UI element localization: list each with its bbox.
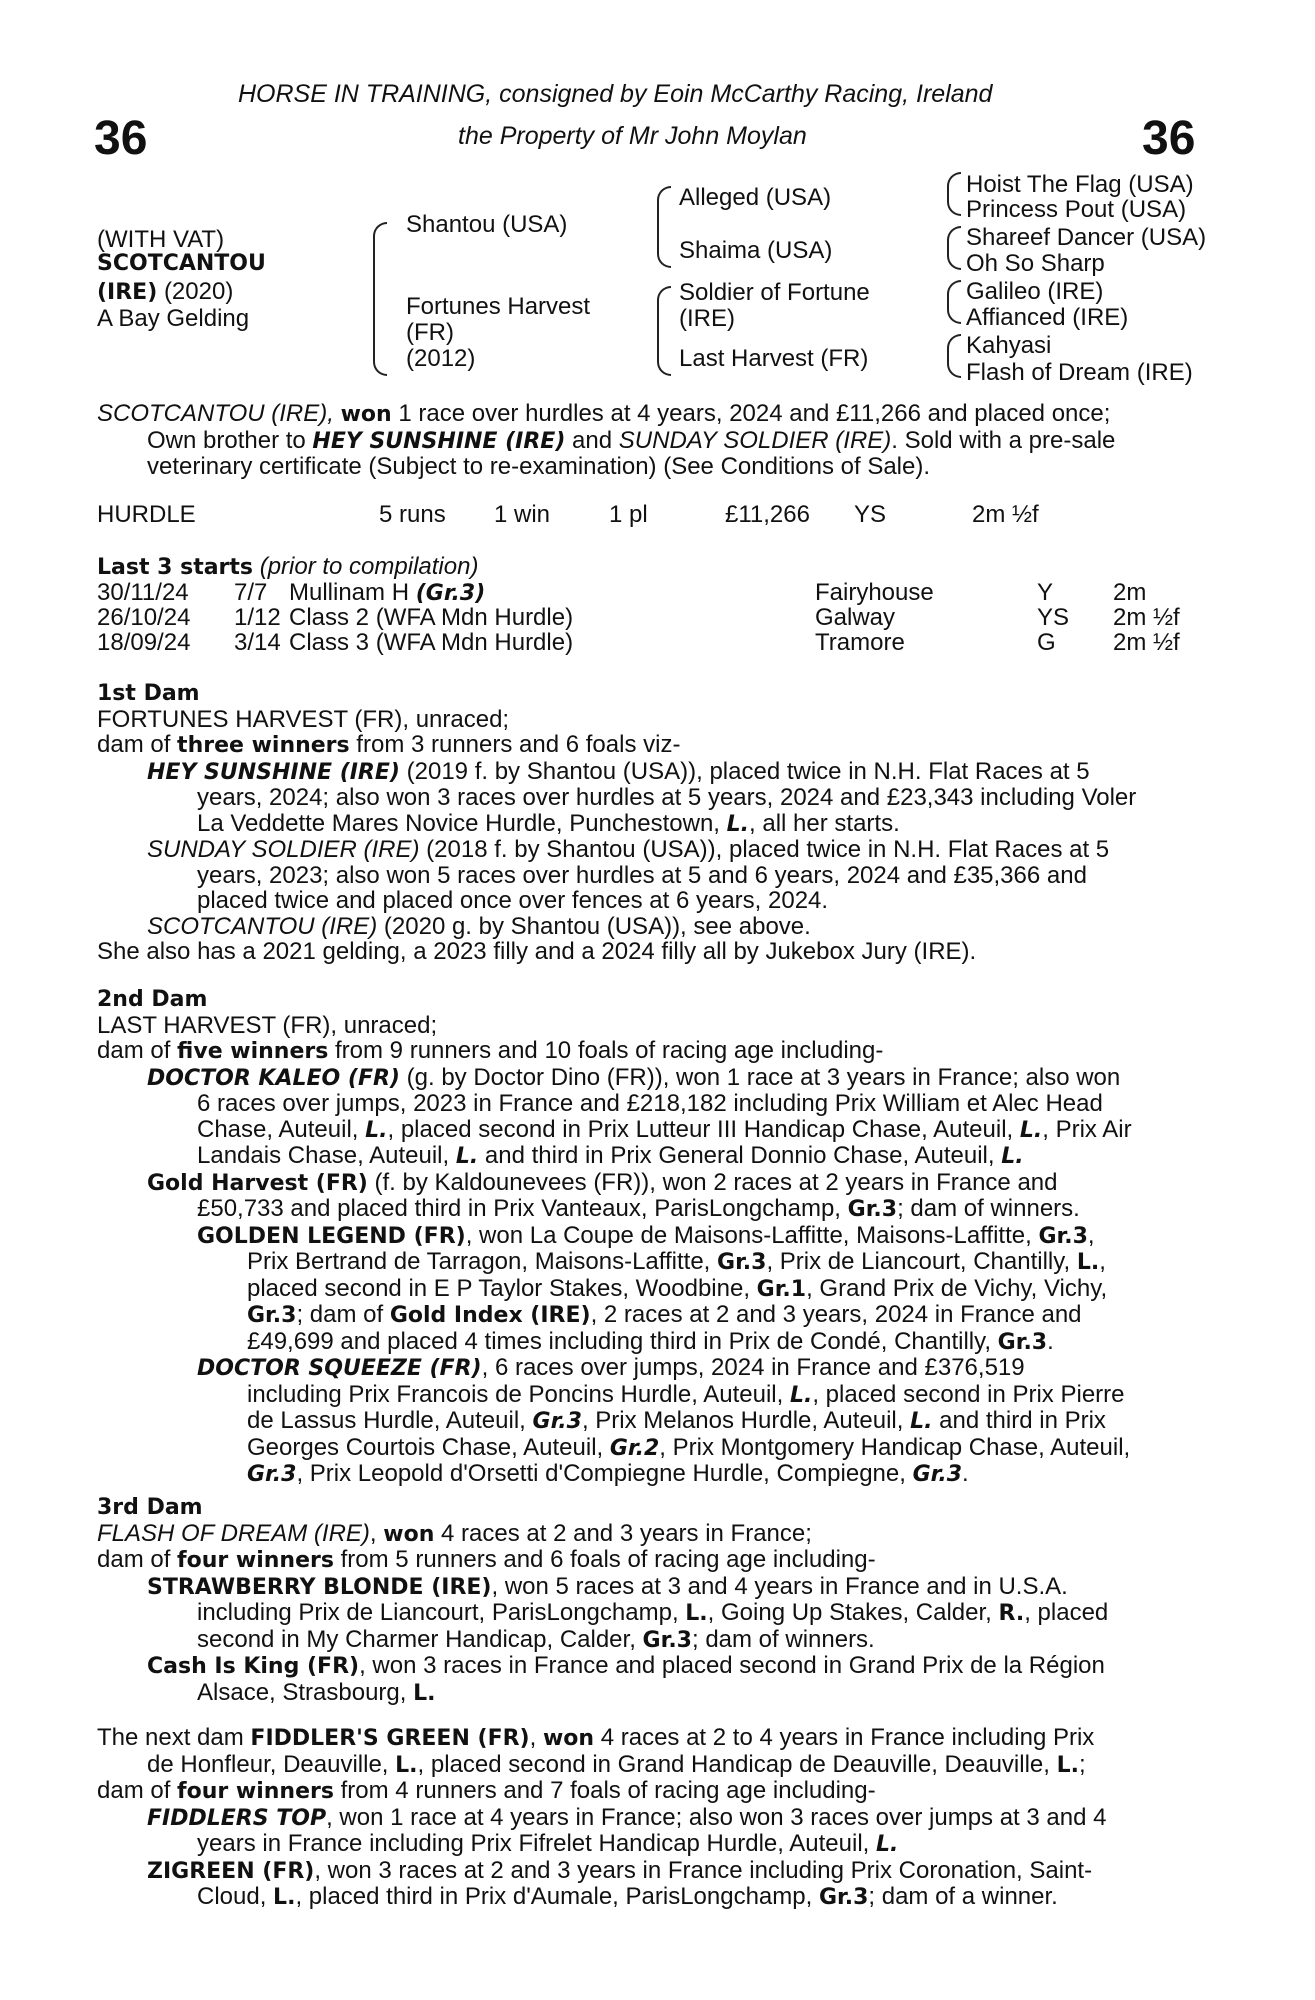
gl-l5a: £49,699 and placed 4 times including third in Prix de Condé, Chantilly, <box>247 1327 998 1355</box>
gl-l4d: , 2 races at 2 and 3 years, 2024 in France and <box>590 1301 1082 1328</box>
nd-won: won <box>542 1726 595 1751</box>
dam3-won: won <box>383 1521 435 1547</box>
pedigree-g-sdd: Oh So Sharp <box>966 250 1105 277</box>
start-date: 30/11/24 <box>97 579 189 606</box>
ds-line3 <box>247 1408 1207 1435</box>
dam1-produce3-name: SCOTCANTOU (IRE) <box>147 912 378 940</box>
dam3-l1d: 4 races at 2 and 3 years in France; <box>434 1519 812 1547</box>
nd-l2c: , placed second in Grand Handicap de Deauville, Deauville, <box>417 1750 1057 1778</box>
start-pos: 7/7 <box>234 579 268 606</box>
sb-line3 <box>197 1627 1207 1654</box>
sb-line2 <box>197 1600 1207 1627</box>
dam1-produce2-line3: placed twice and placed once over fences at 6 years, 2024. <box>197 887 829 914</box>
nd-l3a: dam of <box>97 1777 178 1804</box>
record-wins: 1 win <box>494 501 551 528</box>
pedigree-brace-dam <box>657 286 671 376</box>
sb-l2d: R. <box>998 1601 1025 1626</box>
ds-l3d: L. <box>910 1409 933 1434</box>
dam2-winners: five winners <box>177 1039 329 1064</box>
ck-l2a: Alsace, Strasbourg, <box>197 1678 414 1706</box>
pedigree-g-ssd: Princess Pout (USA) <box>966 196 1187 223</box>
next-dam-line1 <box>97 1725 1207 1752</box>
zg-line1 <box>147 1858 1207 1885</box>
gl-l3a: placed second in E P Taylor Stakes, Woodbine, <box>247 1274 757 1302</box>
summary-line1 <box>97 401 1207 428</box>
next-dam-section <box>97 1725 1207 1911</box>
zg-line2 <box>197 1884 1207 1911</box>
summary-line2 <box>147 428 1207 455</box>
ds-l4b: Gr.2 <box>609 1435 660 1461</box>
pedigree-dam-sire-line2: (IRE) <box>679 305 735 332</box>
dk-l4d: L. <box>1001 1144 1024 1169</box>
pedigree-g-dds: Kahyasi <box>966 332 1052 359</box>
record-runs: 5 runs <box>379 501 446 528</box>
zg-l2c: , placed third in Prix d'Aumale, ParisLongchamp, <box>295 1883 819 1910</box>
sb-l2b: L. <box>685 1601 708 1626</box>
start-race: Class 2 (WFA Mdn Hurdle) <box>289 604 574 631</box>
nd-winners: four winners <box>177 1779 334 1804</box>
start-going: G <box>1037 629 1056 656</box>
gl-l4b: ; dam of <box>296 1301 390 1328</box>
pedigree-g-sss: Hoist The Flag (USA) <box>966 171 1194 198</box>
pedigree-g-sds: Shareef Dancer (USA) <box>966 224 1207 251</box>
dk-l3d: L. <box>1019 1117 1043 1143</box>
horse-description: A Bay Gelding <box>97 305 250 332</box>
pedigree-g-dss: Galileo (IRE) <box>966 278 1104 305</box>
summary-l2-a: Own brother to <box>147 426 313 454</box>
nd-l1e: 4 races at 2 to 4 years in France including Prix <box>594 1724 1095 1751</box>
ds-l2b: L. <box>789 1382 813 1408</box>
dam1-line2 <box>97 732 1207 759</box>
summary-won: won <box>340 402 392 427</box>
ds-l3b: Gr.3 <box>532 1409 582 1434</box>
gl-line5 <box>247 1329 1207 1356</box>
start-course: Fairyhouse <box>815 579 934 606</box>
gl-l2d: L. <box>1076 1250 1100 1275</box>
dam1-l2-c: from 3 runners and 6 foals viz- <box>349 731 681 758</box>
next-dam-line3 <box>97 1778 1207 1805</box>
dk-l1: (g. by Doctor Dino (FR)), won 1 race at 3 years in France; also won <box>399 1063 1121 1091</box>
gl-line1 <box>197 1223 1207 1250</box>
ds-l4a: Georges Courtois Chase, Auteuil, <box>247 1433 610 1461</box>
start-going: YS <box>1037 604 1070 631</box>
ft-l2a: years in France including Prix Fifrelet Handicap Hurdle, Auteuil, <box>197 1830 876 1857</box>
dam1-section <box>97 681 1207 965</box>
gl-l3b: Gr.1 <box>756 1276 807 1302</box>
record-type: HURDLE <box>97 501 196 528</box>
pedigree-sire-dam: Shaima (USA) <box>679 237 833 264</box>
dk-name: DOCTOR KALEO (FR) <box>147 1065 400 1091</box>
dam1-produce3-line1 <box>147 914 1207 940</box>
start-row <box>97 580 1217 606</box>
ds-l2a: including Prix Francois de Poncins Hurdle, Auteuil, <box>247 1380 790 1408</box>
sb-l3b: Gr.3 <box>642 1627 692 1653</box>
dam1-a1-l3a: La Veddette Mares Novice Hurdle, Punchestown, <box>197 809 727 837</box>
gh-line1 <box>147 1170 1207 1197</box>
gl-l1b: Gr.3 <box>1038 1223 1088 1249</box>
gh-name: Gold Harvest (FR) <box>147 1170 368 1196</box>
ds-line4 <box>247 1435 1207 1462</box>
zg-l2b: L. <box>273 1885 296 1910</box>
start-grade: (Gr.3) <box>415 581 486 606</box>
dk-l4b: L. <box>455 1144 479 1169</box>
nd-l2a: de Honfleur, Deauville, <box>147 1750 396 1778</box>
dam3-name: FLASH OF DREAM (IRE) <box>97 1519 370 1547</box>
gh-line2 <box>197 1196 1207 1223</box>
gh-l2b: Gr.3 <box>847 1197 898 1222</box>
start-date: 18/09/24 <box>97 629 191 656</box>
ft-line2 <box>197 1831 1207 1858</box>
ds-l3a: de Lassus Hurdle, Auteuil, <box>247 1407 533 1434</box>
dam1-line1: FORTUNES HARVEST (FR), unraced; <box>97 705 510 733</box>
gl-l1c: , <box>1087 1221 1095 1249</box>
dk-l3c: , placed second in Prix Lutteur III Handicap Chase, Auteuil, <box>387 1115 1020 1143</box>
gl-l2b: Gr.3 <box>717 1250 767 1275</box>
ds-l5d: . <box>962 1460 969 1487</box>
start-pos: 1/12 <box>234 604 281 631</box>
summary-paragraph <box>97 401 1207 480</box>
dam3-line2 <box>97 1547 1207 1574</box>
gh-l2a: £50,733 and placed third in Prix Vanteaux, ParisLongchamp, <box>197 1195 848 1222</box>
dam3-l1b: , <box>369 1519 384 1547</box>
gl-l3c: , Grand Prix de Vichy, Vichy, <box>806 1274 1108 1302</box>
dam1-a3-l1: (2020 g. by Shantou (USA)), see above. <box>377 912 811 940</box>
start-pos: 3/14 <box>234 629 281 656</box>
dam1-produce1-line2: years, 2024; also won 3 races over hurdles at 5 years, 2024 and £23,343 including Voler <box>197 784 1137 811</box>
dam1-produce2-line1 <box>147 837 1207 863</box>
dam2-l2-a: dam of <box>97 1037 178 1064</box>
ck-line1 <box>147 1653 1207 1680</box>
nd-l2d: L. <box>1056 1752 1079 1778</box>
sb-l3a: second in My Charmer Handicap, Calder, <box>197 1625 643 1653</box>
next-dam-line2 <box>147 1752 1207 1779</box>
dam2-heading: 2nd Dam <box>97 987 208 1012</box>
sb-l2c: , Going Up Stakes, Calder, <box>707 1599 999 1626</box>
ck-line2 <box>197 1680 1207 1707</box>
pedigree-g-ddd: Flash of Dream (IRE) <box>966 359 1193 386</box>
gl-l2c: , Prix de Liancourt, Chantilly, <box>766 1248 1077 1275</box>
start-dist: 2m <box>1113 579 1147 606</box>
nd-l2e: ; <box>1078 1750 1086 1778</box>
dam1-l2-a: dam of <box>97 731 178 758</box>
gl-l5b: Gr.3 <box>997 1329 1048 1355</box>
ds-line5 <box>247 1461 1207 1488</box>
ft-l1: , won 1 race at 4 years in France; also won 3 races over jumps at 3 and 4 <box>326 1803 1107 1831</box>
dk-l4c: and third in Prix General Donnio Chase, Auteuil, <box>478 1142 1002 1169</box>
gl-name: GOLDEN LEGEND (FR) <box>197 1223 466 1249</box>
start-race <box>289 580 485 607</box>
dam1-produce2-line2: years, 2023; also won 5 races over hurdles at 5 and 6 years, 2024 and £35,366 and <box>197 861 1087 889</box>
sb-line1 <box>147 1574 1207 1601</box>
dam1-heading: 1st Dam <box>97 681 200 706</box>
dk-line2: 6 races over jumps, 2023 in France and £218,182 including Prix William et Alec Head <box>197 1090 1103 1117</box>
zg-name: ZIGREEN (FR) <box>147 1858 315 1884</box>
record-distance: 2m ½f <box>972 501 1039 528</box>
race-record <box>97 502 1217 528</box>
dk-l3e: , Prix Air <box>1042 1115 1132 1143</box>
zg-l2e: ; dam of a winner. <box>868 1883 1058 1910</box>
gl-line3 <box>247 1276 1207 1303</box>
pedigree-dam-dam: Last Harvest (FR) <box>679 345 869 372</box>
last-starts-note: (prior to compilation) <box>259 553 479 580</box>
ck-l1: , won 3 races in France and placed second in Grand Prix de la Région <box>359 1652 1105 1679</box>
gl-l2e: , <box>1099 1248 1106 1275</box>
zg-l1: , won 3 races at 2 and 3 years in France including Prix Coronation, Saint- <box>314 1856 1093 1884</box>
gl-l4c: Gold Index (IRE) <box>389 1303 591 1328</box>
ds-l4c: , Prix Montgomery Handicap Chase, Auteuil, <box>659 1433 1131 1461</box>
lot-number-left: 36 <box>94 112 148 165</box>
start-dist: 2m ½f <box>1113 629 1180 656</box>
pedigree-brace-g2 <box>947 226 961 270</box>
record-placed: 1 pl <box>609 501 648 528</box>
dam1-a1-l3b: L. <box>726 811 750 837</box>
dam3-l2a: dam of <box>97 1546 178 1573</box>
nd-l1c: , <box>529 1724 543 1751</box>
start-race: Class 3 (WFA Mdn Hurdle) <box>289 629 574 656</box>
ck-name: Cash Is King (FR) <box>147 1654 360 1679</box>
start-course: Tramore <box>815 629 905 656</box>
pedigree-brace-sire <box>657 186 671 268</box>
ds-l2c: , placed second in Prix Pierre <box>812 1380 1125 1408</box>
ds-line2 <box>247 1382 1207 1409</box>
summary-l1-rest: 1 race over hurdles at 4 years, 2024 and £11,266 and placed once; <box>391 400 1111 427</box>
property-line: the Property of Mr John Moylan <box>458 122 807 150</box>
ds-l5c: Gr.3 <box>912 1462 963 1487</box>
gl-line2 <box>247 1249 1207 1276</box>
dk-l3a: Chase, Auteuil, <box>197 1115 366 1143</box>
pedigree-brace-g3 <box>947 280 961 324</box>
summary-l2-c: and <box>565 426 619 454</box>
summary-l2-e: . Sold with a pre-sale <box>891 426 1116 454</box>
ft-line1 <box>147 1805 1207 1832</box>
consignor-line: HORSE IN TRAINING, consigned by Eoin McCarthy Racing, Ireland <box>238 80 993 108</box>
sb-l1: , won 5 races at 3 and 4 years in France and in U.S.A. <box>491 1572 1068 1600</box>
dam2-l2-c: from 9 runners and 10 foals of racing age including- <box>328 1037 884 1064</box>
ds-name: DOCTOR SQUEEZE (FR) <box>197 1356 482 1381</box>
dam1-a2-l1: (2018 f. by Shantou (USA)), placed twice in N.H. Flat Races at 5 <box>419 836 1110 863</box>
ds-l3e: and third in Prix <box>932 1407 1106 1434</box>
vat-label: (WITH VAT) <box>97 226 225 253</box>
start-going: Y <box>1037 579 1054 606</box>
horse-year: (2020) <box>163 278 234 305</box>
ds-line1 <box>197 1355 1207 1382</box>
sb-l2e: , placed <box>1024 1599 1109 1626</box>
start-race-text: Mullinam H <box>289 579 416 606</box>
gl-l1a: , won La Coupe de Maisons-Laffitte, Maisons-Laffitte, <box>465 1221 1039 1249</box>
record-going: YS <box>854 501 887 528</box>
nd-l3c: from 4 runners and 7 foals of racing age including- <box>333 1777 876 1804</box>
zg-l2d: Gr.3 <box>818 1885 869 1910</box>
start-date: 26/10/24 <box>97 604 191 631</box>
ds-l1: , 6 races over jumps, 2024 in France and £376,519 <box>481 1354 1025 1381</box>
dam3-heading: 3rd Dam <box>97 1495 203 1520</box>
gh-l2c: ; dam of winners. <box>897 1195 1080 1222</box>
pedigree-dam-sire-line1: Soldier of Fortune <box>679 279 870 306</box>
dk-l3b: L. <box>365 1117 388 1143</box>
ck-l2b: L. <box>413 1680 436 1706</box>
summary-horse-name: SCOTCANTOU (IRE), <box>97 400 334 427</box>
horse-country: (IRE) <box>97 280 158 305</box>
dk-line4 <box>197 1143 1207 1170</box>
nd-l1a: The next dam <box>97 1724 251 1751</box>
gl-l5c: . <box>1047 1327 1054 1355</box>
pedigree-sire-sire: Alleged (USA) <box>679 184 832 211</box>
start-row <box>97 630 1217 656</box>
ds-l3c: , Prix Melanos Hurdle, Auteuil, <box>581 1407 911 1434</box>
dam3-winners: four winners <box>177 1548 334 1573</box>
ds-l5a: Gr.3 <box>247 1462 297 1487</box>
pedigree-g-dsd: Affianced (IRE) <box>966 304 1129 331</box>
ft-name: FIDDLERS TOP <box>147 1805 327 1831</box>
pedigree-brace-main <box>373 222 387 376</box>
dam1-produce1-name: HEY SUNSHINE (IRE) <box>147 759 400 785</box>
record-earnings: £11,266 <box>725 501 810 528</box>
horse-name: SCOTCANTOU <box>97 251 266 276</box>
gl-l4a: Gr.3 <box>247 1303 297 1328</box>
sb-name: STRAWBERRY BLONDE (IRE) <box>147 1574 492 1600</box>
summary-brother2: SUNDAY SOLDIER (IRE) <box>618 426 892 454</box>
last-starts-heading <box>97 554 478 581</box>
start-dist: 2m ½f <box>1113 604 1180 631</box>
dam1-produce2-name: SUNDAY SOLDIER (IRE) <box>147 836 420 863</box>
sb-l2a: including Prix de Liancourt, ParisLongchamp, <box>197 1599 686 1626</box>
nd-name: FIDDLER'S GREEN (FR) <box>250 1726 530 1751</box>
dam3-section <box>97 1495 1207 1706</box>
pedigree-dam-line3: (2012) <box>406 345 476 372</box>
summary-brother1: HEY SUNSHINE (IRE) <box>312 428 566 454</box>
gl-line4 <box>247 1302 1207 1329</box>
start-course: Galway <box>815 604 896 631</box>
pedigree-dam-line2: (FR) <box>406 319 454 346</box>
lot-number-right: 36 <box>1142 112 1196 165</box>
ft-l2b: L. <box>875 1832 899 1857</box>
pedigree-dam-line1: Fortunes Harvest <box>406 293 591 320</box>
pedigree-sire: Shantou (USA) <box>406 211 568 238</box>
dam2-section <box>97 987 1207 1488</box>
sb-l3c: ; dam of winners. <box>691 1625 875 1653</box>
dam1-other-foals: She also has a 2021 gelding, a 2023 filly and a 2024 filly all by Jukebox Jury (IRE). <box>97 938 977 965</box>
dam1-a1-l3c: , all her starts. <box>749 809 900 837</box>
dam1-produce1-line1 <box>147 759 1207 786</box>
pedigree-brace-g4 <box>947 334 961 378</box>
dam3-l2c: from 5 runners and 6 foals of racing age including- <box>333 1546 876 1573</box>
gl-l2a: Prix Bertrand de Tarragon, Maisons-Laffitte, <box>247 1248 718 1275</box>
dk-line1 <box>147 1065 1207 1092</box>
last-starts-title: Last 3 starts <box>97 555 254 580</box>
nd-l2b: L. <box>395 1752 418 1778</box>
zg-l2a: Cloud, <box>197 1883 274 1910</box>
horse-country-year <box>97 279 233 306</box>
gh-l1: (f. by Kaldounevees (FR)), won 2 races at 2 years in France and <box>367 1168 1058 1196</box>
dam2-line1: LAST HARVEST (FR), unraced; <box>97 1011 438 1039</box>
dam3-line1 <box>97 1521 1207 1548</box>
dam1-winners: three winners <box>177 733 350 758</box>
dam2-line2 <box>97 1038 1207 1065</box>
dam1-a1-l1: (2019 f. by Shantou (USA)), placed twice in N.H. Flat Races at 5 <box>399 757 1090 785</box>
dk-line3 <box>197 1117 1207 1144</box>
dam1-produce1-line3 <box>197 811 1207 838</box>
start-row <box>97 605 1217 631</box>
dk-l4a: Landais Chase, Auteuil, <box>197 1142 456 1169</box>
pedigree-brace-g1 <box>947 172 961 216</box>
ds-l5b: , Prix Leopold d'Orsetti d'Compiegne Hurdle, Compiegne, <box>296 1460 913 1487</box>
summary-line3: veterinary certificate (Subject to re-examination) (See Conditions of Sale). <box>147 453 931 480</box>
